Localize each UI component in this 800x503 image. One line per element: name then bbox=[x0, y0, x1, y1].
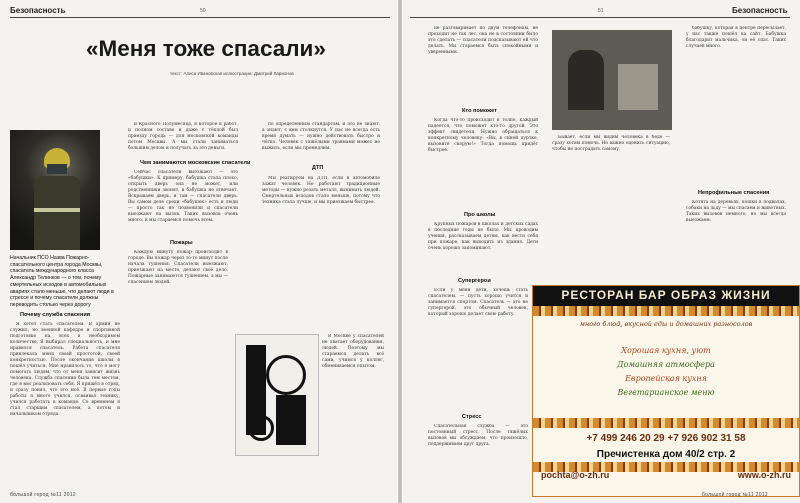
paragraph: Каждую минуту пожар происходит в городе. Вы пожар через то-то минут после начала тушения. Спасатели выезжают, приезжают на место, делают своё дело. Пожарные занимаются тушением, а мы — спасением людей. bbox=[128, 250, 228, 285]
ad-line: Европейская кухня bbox=[625, 374, 707, 383]
visor-shape bbox=[47, 164, 67, 174]
ad-ornament bbox=[533, 306, 799, 316]
ad-website[interactable]: www.o-zh.ru bbox=[737, 470, 791, 480]
ad-line: Хорошая кухня, уют bbox=[621, 346, 711, 355]
firefighter-photo bbox=[10, 130, 100, 250]
page-number: 51 bbox=[598, 8, 604, 14]
paragraph: Когда что-то происходит в толпе, каждый надеется, что поможет кто-то другой. Это эффект свидетеля. Нужно обращаться к конкретному человеку: «Вы, в синей куртке, вызовите скорую!» Тогда помощь придёт быстрее. bbox=[428, 118, 538, 153]
subhead-help: Кто поможет bbox=[462, 108, 497, 114]
ad-email[interactable]: pochta@o-zh.ru bbox=[541, 470, 610, 480]
ad-phone: +7 499 246 20 29 +7 926 902 31 58 bbox=[586, 433, 746, 444]
paragraph: Котята на деревьях, кошки в подвалах, собаки на льду — мы спасаем и животных. Таких вызовов немного, но мы всегда выезжаем. bbox=[686, 200, 786, 223]
page-number: 50 bbox=[200, 8, 206, 14]
column-2-mid bbox=[128, 170, 238, 230]
right-page bbox=[402, 0, 800, 503]
paragraph: по определённым стандартам, и это не знают, а знают, с кем столкнутся. У нас не всегда есть время думать — нужно действовать быстро и чётко. Человек с тяжёлыми травмами может не выжить, если мы промедлим. bbox=[262, 122, 380, 151]
ad-line: Домашняя атмосфера bbox=[617, 360, 715, 369]
column-1-top bbox=[428, 26, 538, 100]
paragraph: и Красного Полумесяца, я которое в работ, и полном составе и даже с тёплой был приезду города — для московской команды потом Москвы. А мы стали заниматься большим делом и получать за это деньги. bbox=[128, 122, 238, 151]
subhead-non-profile: Непрофильные спасения bbox=[698, 190, 770, 196]
column-1-school bbox=[428, 222, 538, 270]
illustration-shape bbox=[266, 355, 306, 395]
paragraph: Мы реагируем на ДТП, если в автомобиле зажат человек. Не работают традиционные методы — нужно резать металл, вынимать людей. Смертельных исходов стало меньше, потому что техника стала лучше, и мы приезжаем быстрее. bbox=[262, 176, 380, 205]
headline: «Меня тоже спасали» bbox=[86, 36, 326, 61]
ad-ornament bbox=[533, 418, 799, 428]
top-rule bbox=[410, 17, 790, 18]
paragraph: В Москве у спасателей не хватает оборудования, людей. Поэтому мы стараемся делать всё сами, учимся у коллег, обмениваемся опытом. bbox=[322, 334, 384, 369]
column-3-mid bbox=[262, 176, 380, 326]
column-1 bbox=[10, 322, 120, 492]
ad-tagline: много блюд, вкусной еды и домашних разносолов bbox=[579, 320, 753, 328]
paragraph: Крупных пожаров в школах и детских садах в последние годы не было. Мы проводим учения, рассказываем детям, как вести себя при пожаре, как выходить из здания. Дети очень хорошо запоминают. bbox=[428, 222, 538, 251]
column-2 bbox=[552, 135, 670, 275]
subhead-school: Про школы bbox=[464, 212, 496, 218]
column-1-stress bbox=[428, 424, 528, 490]
illustration-shape bbox=[276, 395, 306, 445]
column-2-bottom bbox=[128, 250, 228, 485]
paragraph: Сейчас спасатели выезжают — это «бабушки». К примеру, бабушка стала плохо, открыть дверь она не может, или родственники звонят, и бабушка не отвечает. Вскрываем дверь, и там — спасатели дверь. Вы самом деле среди «бабушек» есть и люди — просто так не позвонили и спасатели выезжают на вызов. Таких вызовов очень много, и мы стараемся помочь всем. bbox=[128, 170, 238, 223]
photo-figure bbox=[568, 50, 604, 110]
subhead-heroes: Супергерои bbox=[458, 278, 491, 284]
credits: текст: Алиса Ивановская иллюстрации: Дмитрий Ларионов bbox=[170, 71, 294, 76]
top-rule bbox=[10, 17, 390, 18]
restaurant-advertisement bbox=[532, 285, 800, 497]
ad-address: Пречистенка дом 40/2 стр. 2 bbox=[596, 449, 736, 460]
subhead-dtp: ДТП bbox=[312, 165, 324, 171]
photo-figure bbox=[618, 64, 658, 110]
illustration-figures bbox=[235, 334, 319, 456]
column-3-top bbox=[262, 122, 380, 162]
paragraph: Я хотел стать спасателем. В армии не служил, но военной кафедре и спортивной подготовке на всех в необходимом количестве. Я выбирал специальность, и мне нравился спасатель. Работа спасателя привлекала меня своей простотой, своей конкретностью. После окончания школы я пошёл учиться. Мне нравилось то, что я могу помогать людям, что от меня зависит жизнь человека. Служба спасения была тем местом, где я мог реализовать себя. Я пришёл в отряд, и сразу понял, что это моё. В первые годы работы я много учился, осваивал технику, учился работать в команде. Со временем я стал старшим спасателем, а потом и начальником отряда. bbox=[10, 322, 120, 417]
firefighter-body bbox=[34, 176, 80, 250]
section-label: Безопасность bbox=[10, 6, 66, 15]
subhead-why-rescue: Почему служба спасения bbox=[20, 312, 91, 318]
column-3-bottom bbox=[686, 200, 786, 280]
subhead-stress: Стресс bbox=[462, 414, 482, 420]
subhead-tasks: Чем занимаются московские спасатели bbox=[140, 160, 251, 166]
paragraph: Если у меня дети, хочешь стать спасателем, — пусть хорошо учится и занимается спортом. Спасатель — это не супергерой, это обычный человек, который хорошо делает свою работу. bbox=[428, 288, 528, 317]
column-3-bottom bbox=[322, 334, 384, 489]
footer: большой город №11 2012 bbox=[702, 492, 768, 498]
section-label: Безопасность bbox=[732, 6, 788, 15]
ad-brand: РЕСТОРАН БАР ОБРАЗ ЖИЗНИ bbox=[561, 288, 771, 302]
ad-line: Вегетарианское меню bbox=[617, 388, 715, 397]
paragraph: бабушку, которая в центре пересылает, у нас также пошёл на сайт. Бабушка благодарит мальчика, он её спас. Таких случаев много. bbox=[686, 26, 786, 49]
column-3-top bbox=[686, 26, 786, 166]
subhead-fires: Пожары bbox=[170, 240, 193, 246]
illustration-shape bbox=[248, 415, 274, 441]
photo-rescue-scene bbox=[552, 30, 672, 130]
paragraph: Спасательная служба — это постоянный стресс. После тяжёлых вызовов мы обсуждаем, что произошло, поддерживаем друг друга. bbox=[428, 424, 528, 447]
footer: большой город №11 2012 bbox=[10, 492, 76, 498]
reflective-stripe bbox=[34, 208, 80, 212]
paragraph: не разговаривает по двум телефонам, не проходит не так лес, она не в состоянии было это сделать — спасатели подсказывают ей что делать. Мы стараемся быть спокойными и уверенными. bbox=[428, 26, 538, 55]
column-2-top bbox=[128, 122, 238, 154]
lead-caption: Начальник ПСО Назва Пожарно-спасательного центра города Москвы, спасатель международного класса Александр Телинков — о том, почему смертельных исходов в автомобильных авариях стало меньше, что делают люди в стрессе и почему спасатели должны переводить столько через дорогу bbox=[10, 255, 114, 308]
column-1-heroes bbox=[428, 288, 528, 340]
left-page bbox=[0, 0, 398, 503]
paragraph: Бывает, если мы видим человека в беде — сразу хотим помочь. Но важно оценить ситуацию, чтобы не пострадать самому. bbox=[552, 135, 670, 152]
column-1-mid bbox=[428, 118, 538, 204]
